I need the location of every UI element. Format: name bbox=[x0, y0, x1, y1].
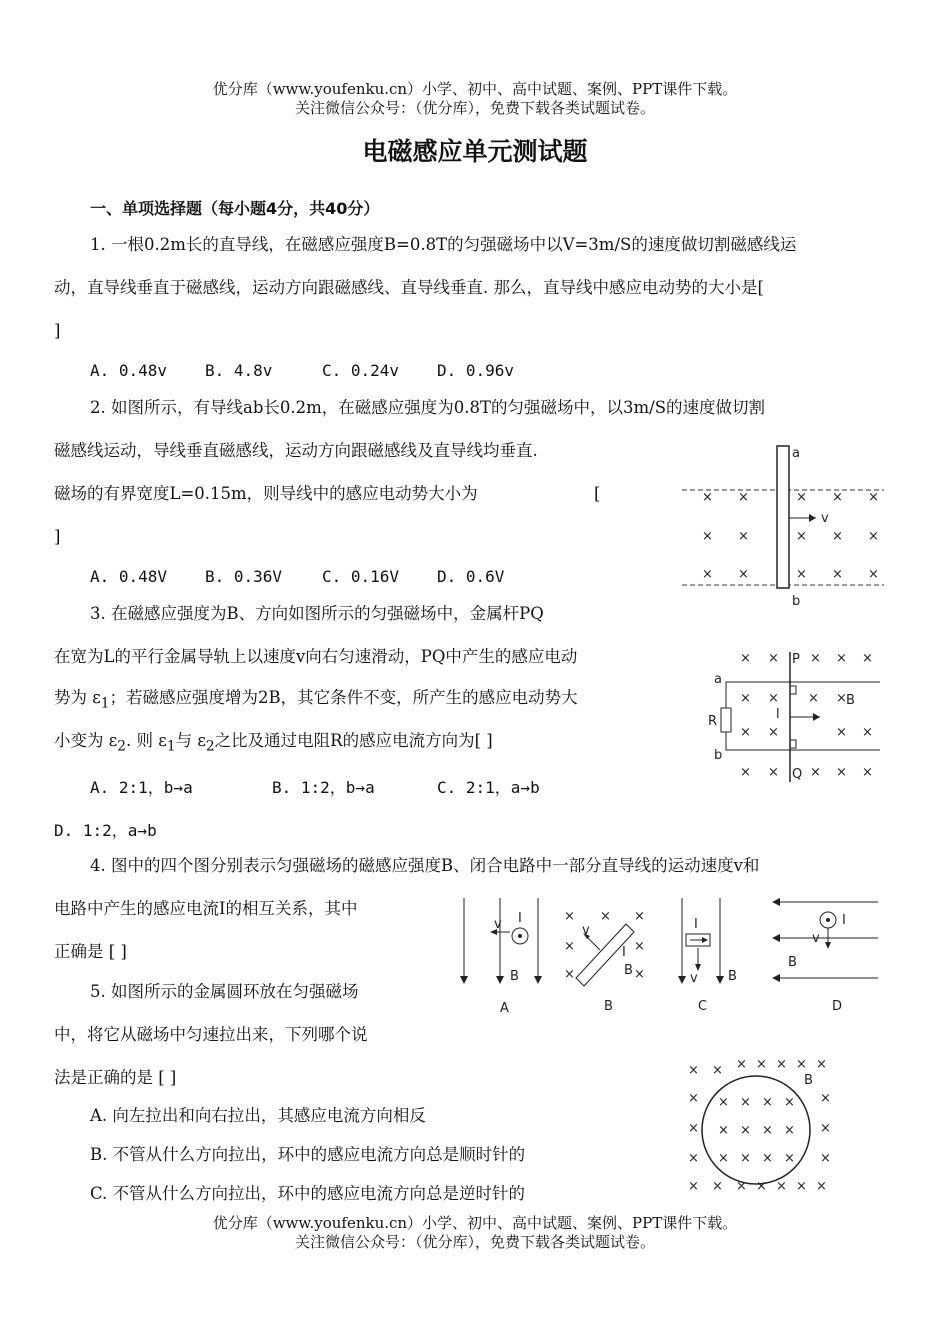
q1-line-1: 1. 一根0.2m长的直导线，在磁感应强度B=0.8T的匀强磁场中以V=3m/S的速度做切割磁感线运 bbox=[90, 235, 797, 254]
q4-fig-b bbox=[564, 909, 645, 1014]
q4-d-B: B bbox=[788, 955, 797, 970]
q3-option-a: A. 2:1，b→a bbox=[90, 778, 193, 797]
svg-text:×: × bbox=[768, 651, 779, 666]
svg-text:×: × bbox=[784, 1151, 795, 1166]
svg-text:×: × bbox=[564, 939, 575, 954]
q4-a-B: B bbox=[510, 969, 519, 984]
footer-line-1: 优分库（www.youfenku.cn）小学、初中、高中试题、案例、PPT课件下载。 bbox=[212, 1214, 738, 1232]
svg-text:×: × bbox=[718, 1123, 729, 1138]
q3-l4-sub2: 1 bbox=[166, 738, 176, 755]
svg-text:×: × bbox=[862, 725, 873, 740]
svg-text:×: × bbox=[718, 1151, 729, 1166]
q3-option-c: C. 2:1，a→b bbox=[437, 778, 540, 797]
q4-c-B: B bbox=[728, 969, 737, 984]
q1-option-b: B. 4.8v bbox=[205, 361, 273, 380]
q2-label-v: v bbox=[821, 511, 829, 526]
q1-option-a: A. 0.48v bbox=[90, 361, 168, 380]
svg-text:×: × bbox=[712, 1179, 723, 1194]
q3-line-3 bbox=[54, 688, 578, 713]
svg-text:×: × bbox=[740, 1123, 751, 1138]
q3-l4-d: 之比及通过电阻R的感应电流方向为[ ] bbox=[214, 731, 493, 750]
svg-text:×: × bbox=[702, 529, 713, 544]
svg-text:×: × bbox=[768, 691, 779, 706]
q3-option-d: D. 1:2，a→b bbox=[54, 821, 157, 840]
q4-label-A: A bbox=[500, 1001, 509, 1016]
q4-line-1: 4. 图中的四个图分别表示匀强磁场的磁感应强度B、闭合电路中一部分直导线的运动速度v和 bbox=[90, 856, 760, 875]
q4-label-B: B bbox=[604, 999, 613, 1014]
q5-option-c: C. 不管从什么方向拉出，环中的感应电流方向总是逆时针的 bbox=[90, 1184, 526, 1203]
svg-text:×: × bbox=[832, 490, 843, 505]
q4-b-I: I bbox=[622, 945, 626, 960]
svg-text:×: × bbox=[784, 1123, 795, 1138]
svg-text:×: × bbox=[836, 651, 847, 666]
svg-text:×: × bbox=[776, 1057, 787, 1072]
svg-text:×: × bbox=[738, 529, 749, 544]
q4-line-2: 电路中产生的感应电流I的相互关系，其中 bbox=[54, 899, 358, 918]
q3-label-a: a bbox=[714, 672, 722, 687]
q4-fig-d bbox=[772, 898, 878, 1014]
q4-figures bbox=[452, 892, 884, 1020]
q5-option-a: A. 向左拉出和向右拉出，其感应电流方向相反 bbox=[90, 1106, 426, 1125]
svg-text:×: × bbox=[740, 1151, 751, 1166]
svg-text:×: × bbox=[738, 490, 749, 505]
q3-label-R: R bbox=[708, 714, 718, 729]
header-line-2: 关注微信公众号：（优分库），免费下载各类试题试卷。 bbox=[294, 99, 655, 117]
q5-line-3: 法是正确的是 [ ] bbox=[54, 1068, 177, 1087]
q5-label-B: B bbox=[804, 1073, 813, 1088]
q2-line-1: 2. 如图所示，有导线ab长0.2m，在磁感应强度为0.8T的匀强磁场中，以3m/S的速度做切割 bbox=[90, 398, 766, 417]
q4-label-D: D bbox=[832, 999, 843, 1014]
svg-text:×: × bbox=[768, 725, 779, 740]
q5-line-1: 5. 如图所示的金属圆环放在匀强磁场 bbox=[90, 982, 359, 1001]
q4-line-3: 正确是 [ ] bbox=[54, 942, 127, 961]
q2-label-a: a bbox=[792, 446, 800, 461]
q3-l4-c: 与 ε bbox=[175, 731, 206, 750]
q4-b-v: v bbox=[582, 923, 590, 938]
q2-option-c: C. 0.16V bbox=[322, 567, 400, 586]
q1-option-d: D. 0.96v bbox=[437, 361, 515, 380]
q3-figure bbox=[704, 644, 884, 790]
svg-text:×: × bbox=[688, 1063, 699, 1078]
svg-text:×: × bbox=[796, 529, 807, 544]
q3-l4-sub3: 2 bbox=[205, 738, 215, 755]
q3-line-4 bbox=[54, 731, 493, 756]
q2-line-3: 磁场的有界宽度L=0.15m，则导线中的感应电动势大小为 bbox=[54, 484, 478, 503]
q3-option-b: B. 1:2，b→a bbox=[272, 778, 375, 797]
q3-label-P: P bbox=[792, 652, 800, 667]
q3-label-B: B bbox=[846, 693, 855, 708]
q2-option-b: B. 0.36V bbox=[205, 567, 283, 586]
svg-text:×: × bbox=[738, 567, 749, 582]
q3-l4-b: . 则 ε bbox=[126, 731, 167, 750]
svg-text:×: × bbox=[868, 567, 879, 582]
svg-text:×: × bbox=[740, 725, 751, 740]
svg-text:×: × bbox=[768, 765, 779, 780]
svg-text:×: × bbox=[762, 1095, 773, 1110]
q2-figure bbox=[676, 440, 890, 612]
svg-text:×: × bbox=[600, 909, 611, 924]
q4-label-C: C bbox=[698, 999, 708, 1014]
q1-line-2: 动，直导线垂直于磁感线，运动方向跟磁感线、直导线垂直. 那么，直导线中感应电动势的大小是[ bbox=[54, 278, 764, 297]
svg-text:×: × bbox=[784, 1095, 795, 1110]
svg-text:×: × bbox=[702, 567, 713, 582]
svg-text:×: × bbox=[740, 651, 751, 666]
q2-option-a: A. 0.48V bbox=[90, 567, 168, 586]
q4-fig-c bbox=[678, 898, 737, 1014]
svg-text:×: × bbox=[868, 490, 879, 505]
svg-text:×: × bbox=[796, 1057, 807, 1072]
q4-d-v: v bbox=[812, 931, 820, 946]
svg-text:×: × bbox=[688, 1091, 699, 1106]
svg-text:×: × bbox=[776, 1179, 787, 1194]
svg-text:×: × bbox=[862, 765, 873, 780]
q3-label-b: b bbox=[714, 748, 723, 763]
svg-text:×: × bbox=[810, 651, 821, 666]
svg-text:×: × bbox=[634, 939, 645, 954]
svg-text:×: × bbox=[816, 1179, 827, 1194]
q5-figure bbox=[680, 1052, 840, 1194]
q2-conductor bbox=[777, 446, 789, 588]
svg-text:×: × bbox=[836, 691, 847, 706]
svg-text:×: × bbox=[762, 1123, 773, 1138]
svg-text:×: × bbox=[820, 1151, 831, 1166]
q3-l4-sub1: 2 bbox=[117, 738, 127, 755]
svg-text:×: × bbox=[740, 691, 751, 706]
svg-text:×: × bbox=[688, 1121, 699, 1136]
q4-d-I: I bbox=[842, 913, 846, 928]
svg-text:×: × bbox=[796, 490, 807, 505]
q2-line-2: 磁感线运动，导线垂直磁感线，运动方向跟磁感线及直导线均垂直. bbox=[54, 441, 538, 460]
q3-line-3-rest: ；若磁感应强度增为2B，其它条件不变，所产生的感应电动势大 bbox=[109, 688, 578, 707]
q2-label-b: b bbox=[792, 594, 801, 609]
svg-text:×: × bbox=[836, 765, 847, 780]
svg-text:×: × bbox=[796, 567, 807, 582]
svg-text:×: × bbox=[762, 1151, 773, 1166]
svg-text:×: × bbox=[564, 967, 575, 982]
q3-eps1-sub: 1 bbox=[100, 695, 110, 712]
q2-option-d: D. 0.6V bbox=[437, 567, 505, 586]
svg-text:×: × bbox=[862, 651, 873, 666]
q3-l4-a: 小变为 ε bbox=[54, 731, 118, 750]
svg-text:×: × bbox=[820, 1091, 831, 1106]
q4-a-v: v bbox=[494, 917, 502, 932]
q4-a-I: I bbox=[518, 911, 522, 926]
q2-bracket: [ bbox=[594, 484, 601, 503]
q3-label-l: l bbox=[776, 707, 780, 722]
svg-text:×: × bbox=[634, 967, 645, 982]
q2-line-4: ] bbox=[54, 527, 61, 546]
q4-fig-a bbox=[460, 898, 542, 1016]
svg-text:×: × bbox=[816, 1057, 827, 1072]
q1-option-c: C. 0.24v bbox=[322, 361, 400, 380]
svg-text:×: × bbox=[808, 691, 819, 706]
q4-c-I: I bbox=[694, 917, 698, 932]
svg-text:×: × bbox=[810, 765, 821, 780]
svg-text:×: × bbox=[702, 490, 713, 505]
q4-c-v: v bbox=[690, 971, 698, 986]
q3-line-2: 在宽为L的平行金属导轨上以速度v向右匀速滑动，PQ中产生的感应电动 bbox=[54, 647, 578, 666]
svg-text:×: × bbox=[564, 909, 575, 924]
q3-eps1: 势为 ε bbox=[54, 688, 101, 707]
svg-text:×: × bbox=[736, 1179, 747, 1194]
svg-text:×: × bbox=[868, 529, 879, 544]
svg-text:×: × bbox=[688, 1151, 699, 1166]
q5-option-b: B. 不管从什么方向拉出，环中的感应电流方向总是顺时针的 bbox=[90, 1145, 526, 1164]
svg-text:×: × bbox=[832, 529, 843, 544]
q1-line-3: ] bbox=[54, 321, 61, 340]
svg-text:×: × bbox=[740, 1095, 751, 1110]
svg-text:×: × bbox=[796, 1179, 807, 1194]
q3-resistor bbox=[721, 708, 731, 732]
q3-label-Q: Q bbox=[792, 767, 803, 782]
svg-text:×: × bbox=[756, 1057, 767, 1072]
svg-text:×: × bbox=[736, 1057, 747, 1072]
svg-text:×: × bbox=[756, 1179, 767, 1194]
svg-text:×: × bbox=[820, 1121, 831, 1136]
svg-text:×: × bbox=[836, 725, 847, 740]
q3-line-1: 3. 在磁感应强度为B、方向如图所示的匀强磁场中，金属杆PQ bbox=[90, 604, 544, 623]
q5-line-2: 中，将它从磁场中匀速拉出来，下列哪个说 bbox=[54, 1025, 368, 1044]
svg-text:×: × bbox=[832, 567, 843, 582]
svg-text:×: × bbox=[712, 1063, 723, 1078]
svg-text:×: × bbox=[718, 1095, 729, 1110]
section-heading: 一、单项选择题（每小题4分，共40分） bbox=[90, 199, 380, 218]
footer-line-2: 关注微信公众号：（优分库），免费下载各类试题试卷。 bbox=[294, 1233, 655, 1251]
header-line-1: 优分库（www.youfenku.cn）小学、初中、高中试题、案例、PPT课件下载。 bbox=[212, 80, 738, 98]
q4-b-B: B bbox=[624, 963, 633, 978]
svg-text:×: × bbox=[634, 909, 645, 924]
page-title: 电磁感应单元测试题 bbox=[362, 137, 588, 166]
svg-text:×: × bbox=[740, 765, 751, 780]
svg-text:×: × bbox=[688, 1179, 699, 1194]
